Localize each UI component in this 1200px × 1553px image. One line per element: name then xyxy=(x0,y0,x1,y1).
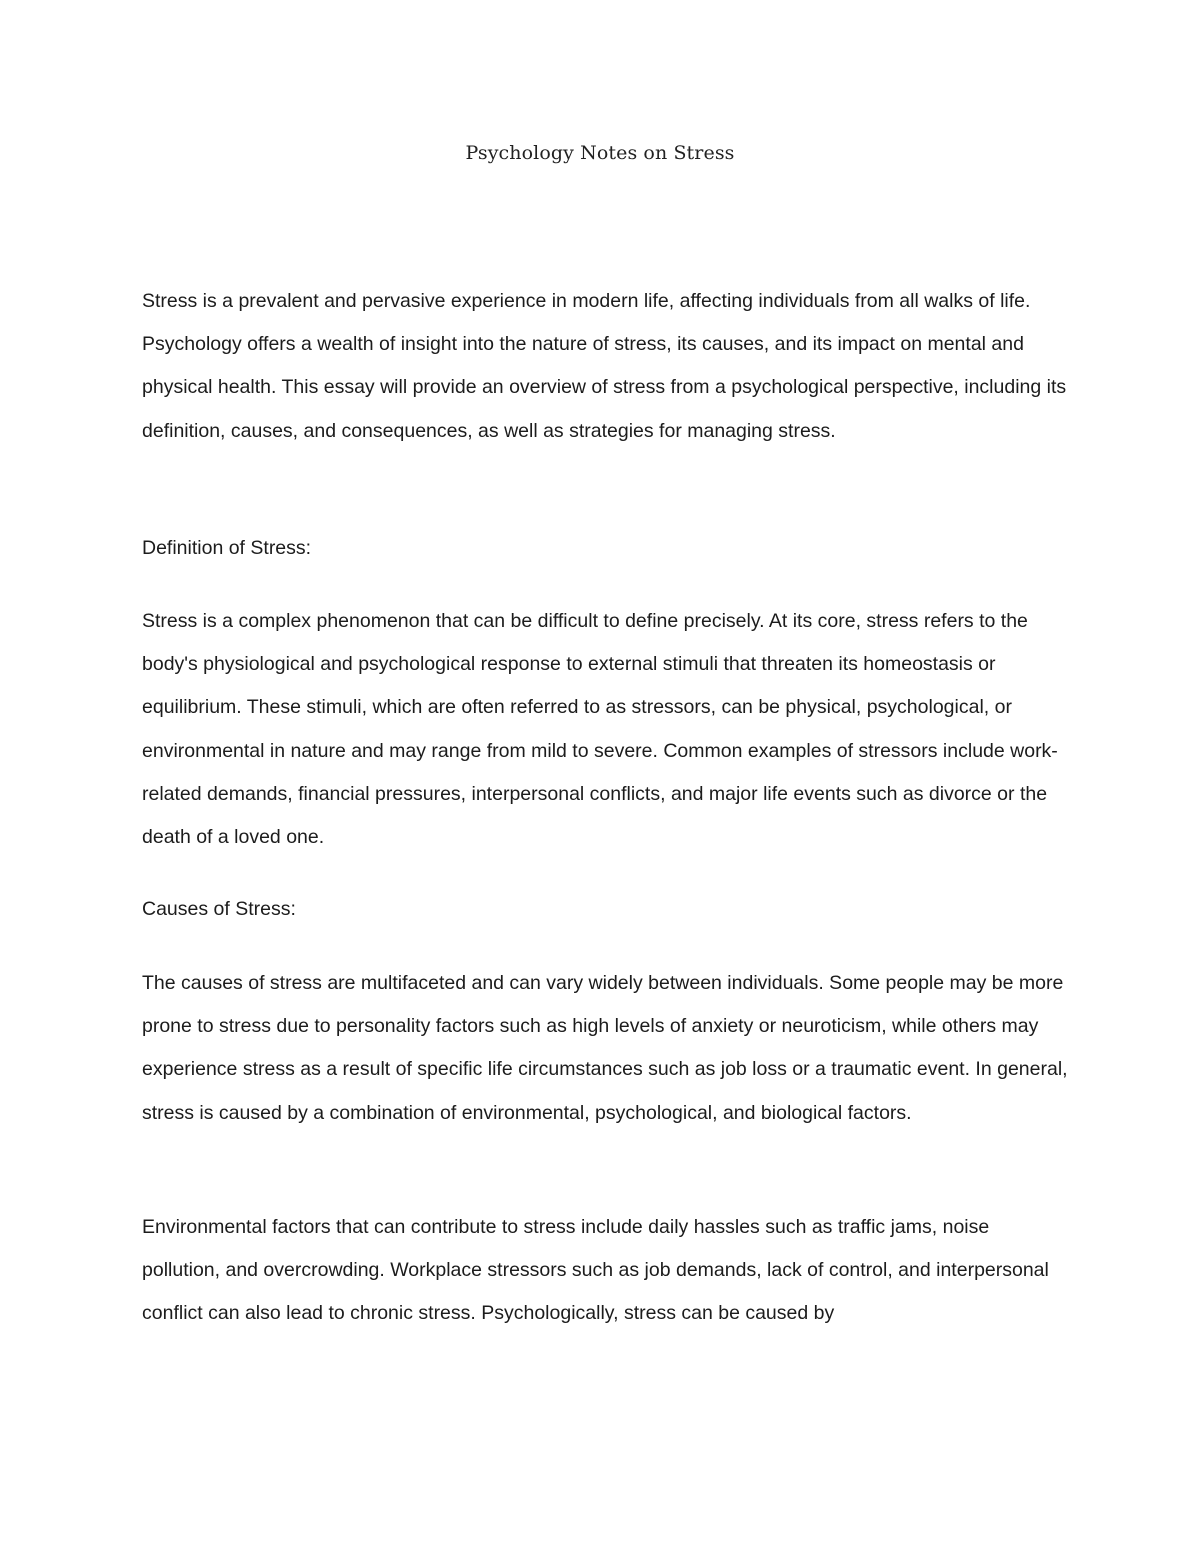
definition-paragraph: Stress is a complex phenomenon that can be difficult to define precisely. At its core, stress refers to the body's physiological and psychological response to external stimuli that threaten its homeostasis or equilibrium. These stimuli, which are often referred to as stressors, can be physical, psychological, or environmental in nature and may range from mild to severe. Common examples of stressors include work-related demands, financial pressures, interpersonal conflicts, and major life events such as divorce or the death of a loved one. xyxy=(142,610,1058,849)
definition-heading: Definition of Stress: xyxy=(142,537,312,559)
intro-paragraph: Stress is a prevalent and pervasive experience in modern life, affecting individuals from all walks of life. Psychology offers a wealth of insight into the nature of stress, its causes, and its impact on mental and physical health. This essay will provide an overview of stress from a psychological perspective, including its definition, causes, and consequences, as well as strategies for managing stress. xyxy=(142,290,1067,442)
causes-heading: Causes of Stress: xyxy=(142,898,296,920)
document-title: Psychology Notes on Stress xyxy=(465,142,735,164)
environmental-factors-paragraph: Environmental factors that can contribute to stress include daily hassles such as traffic jams, noise pollution, and overcrowding. Workplace stressors such as job demands, lack of control, and interpersonal conflict can also lead to chronic stress. Psychologically, stress can be caused by xyxy=(142,1216,1049,1325)
causes-paragraph: The causes of stress are multifaceted and can vary widely between individuals. Some people may be more prone to stress due to personality factors such as high levels of anxiety or neuroticism, while others may experience stress as a result of specific life circumstances such as job loss or a traumatic event. In general, stress is caused by a combination of environmental, psychological, and biological factors. xyxy=(142,972,1068,1124)
